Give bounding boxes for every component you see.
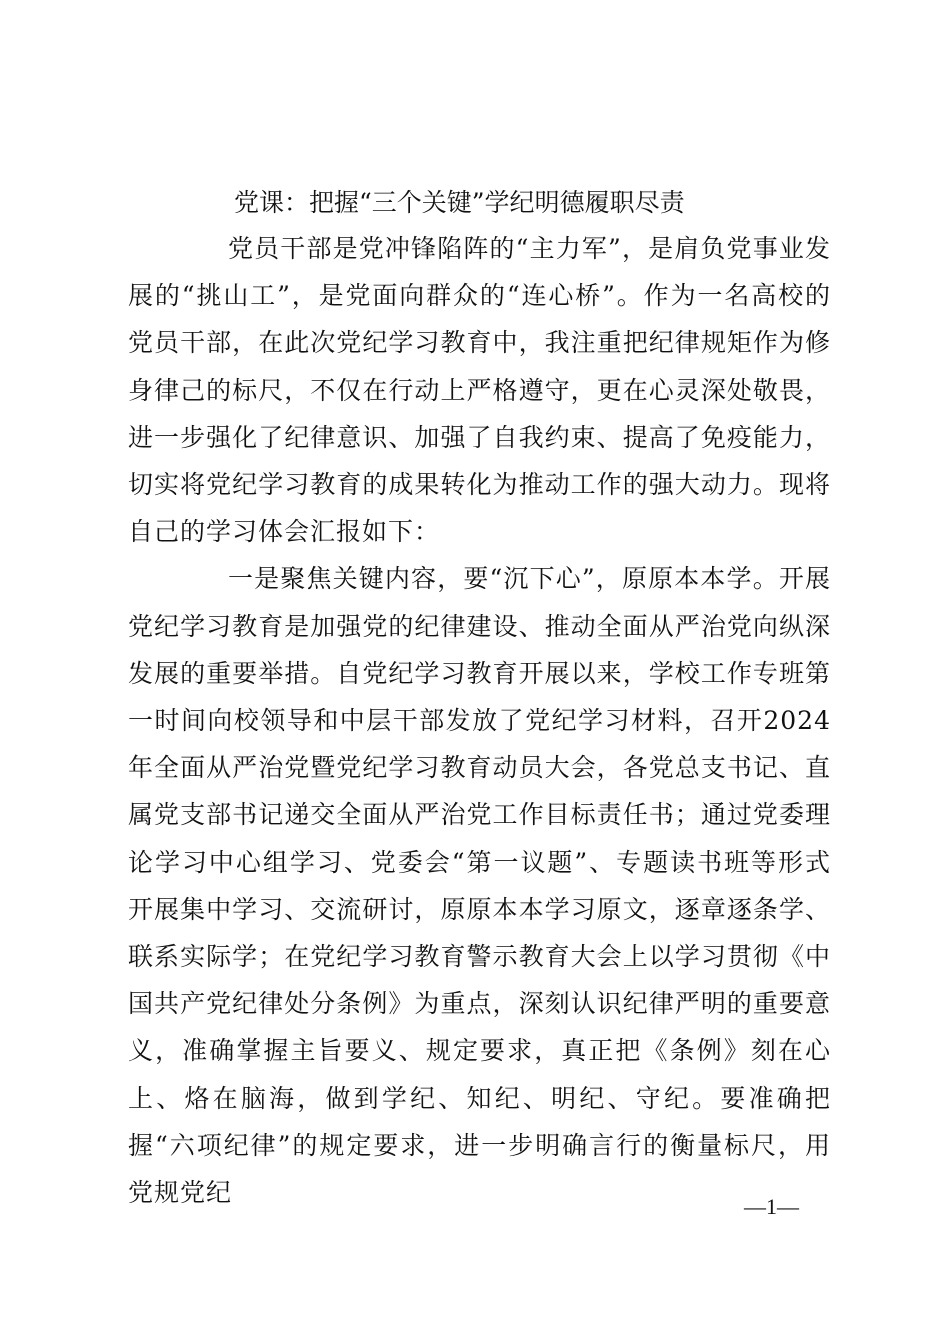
- paragraph-intro: 党员干部是党冲锋陷阵的“主力军”，是肩负党事业发展的“挑山工”，是党面向群众的“连心桥”。作为一名高校的党员干部，在此次党纪学习教育中，我注重把纪律规矩作为修身律己的标尺，不仅在行动上严格遵守，更在心灵深处敬畏，进一步强化了纪律意识、加强了自我约束、提高了免疫能力，切实将党纪学习教育的成果转化为推动工作的强大动力。现将自己的学习体会汇报如下：: [128, 234, 831, 547]
- page-number: —1—: [744, 1194, 799, 1219]
- document-title: 党课：把握“三个关键”学纪明德履职尽责: [234, 188, 685, 217]
- paragraph-point-one: 一是聚焦关键内容，要“沉下心”，原原本本学。开展党纪学习教育是加强党的纪律建设、推动全面从严治党向纵深发展的重要举措。自党纪学习教育开展以来，学校工作专班第一时间向校领导和中层干部发放了党纪学习材料，召开2024年全面从严治党暨党纪学习教育动员大会，各党总支书记、直属党支部书记递交全面从严治党工作目标责任书；通过党委理论学习中心组学习、党委会“第一议题”、专题读书班等形式开展集中学习、交流研讨，原原本本学习原文，逐章逐条学、联系实际学；在党纪学习教育警示教育大会上以学习贯彻《中国共产党纪律处分条例》为重点，深刻认识纪律严明的重要意义，准确掌握主旨要义、规定要求，真正把《条例》刻在心上、烙在脑海，做到学纪、知纪、明纪、守纪。要准确把握“六项纪律”的规定要求，进一步明确言行的衡量标尺，用党规党纪: [128, 564, 831, 1208]
- document-body: [128, 225, 831, 1216]
